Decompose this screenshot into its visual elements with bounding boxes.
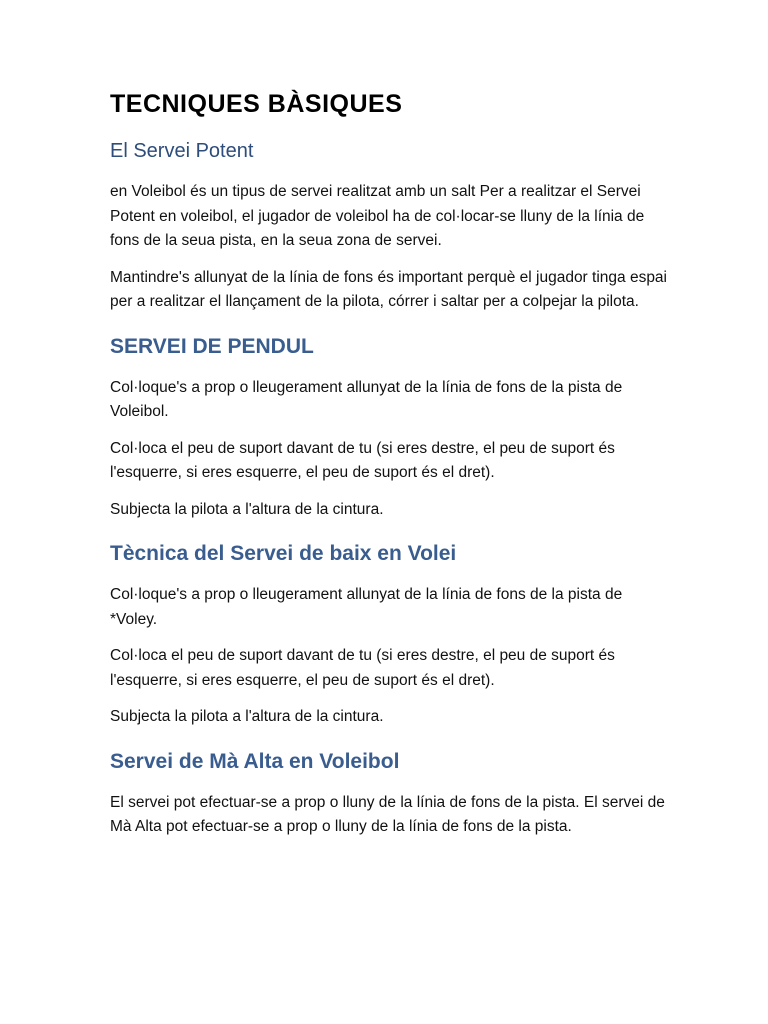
paragraph: Col·loque's a prop o lleugerament allunyat de la línia de fons de la pista de Voleibol. xyxy=(110,378,623,420)
paragraph: Col·loca el peu de suport davant de tu (si eres destre, el peu de suport és l'esquerre, si eres esquerre, el peu de suport és el dret). xyxy=(110,439,615,481)
paragraph: en Voleibol és un tipus de servei realitzat amb un salt Per a realitzar el Servei Potent en voleibol, el jugador de voleibol ha de col·locar-se lluny de la línia de fons de la seua pista, en la seua zona de servei. xyxy=(110,183,645,249)
paragraph: Mantindre's allunyat de la línia de fons és important perquè el jugador tinga espai per a realitzar el llançament de la pilota, córrer i saltar per a colpejar la pilota. xyxy=(110,268,668,310)
section-heading: SERVEI DE PENDUL xyxy=(110,334,314,358)
document-title: TECNIQUES BÀSIQUES xyxy=(110,90,403,118)
section-heading: Servei de Mà Alta en Voleibol xyxy=(110,749,400,773)
paragraph: Col·loque's a prop o lleugerament allunyat de la línia de fons de la pista de *Voley. xyxy=(110,586,623,628)
section-servei-de-pendul xyxy=(110,332,670,523)
section-servei-de-baix xyxy=(110,539,670,730)
document-page xyxy=(110,86,670,840)
paragraph: Subjecta la pilota a l'altura de la cintura. xyxy=(110,708,384,725)
paragraph: Subjecta la pilota a l'altura de la cintura. xyxy=(110,500,384,518)
section-servei-de-ma-alta xyxy=(110,747,670,840)
section-servei-potent xyxy=(110,136,670,315)
paragraph: Col·loca el peu de suport davant de tu (si eres destre, el peu de suport és l'esquerre, si eres esquerre, el peu de suport és el dret). xyxy=(110,647,615,689)
section-heading: El Servei Potent xyxy=(110,140,254,162)
paragraph: El servei pot efectuar-se a prop o lluny de la línia de fons de la pista. El servei de Mà Alta pot efectuar-se a prop o lluny de la línia de fons de la pista. xyxy=(110,793,665,835)
section-heading: Tècnica del Servei de baix en Volei xyxy=(110,542,457,565)
